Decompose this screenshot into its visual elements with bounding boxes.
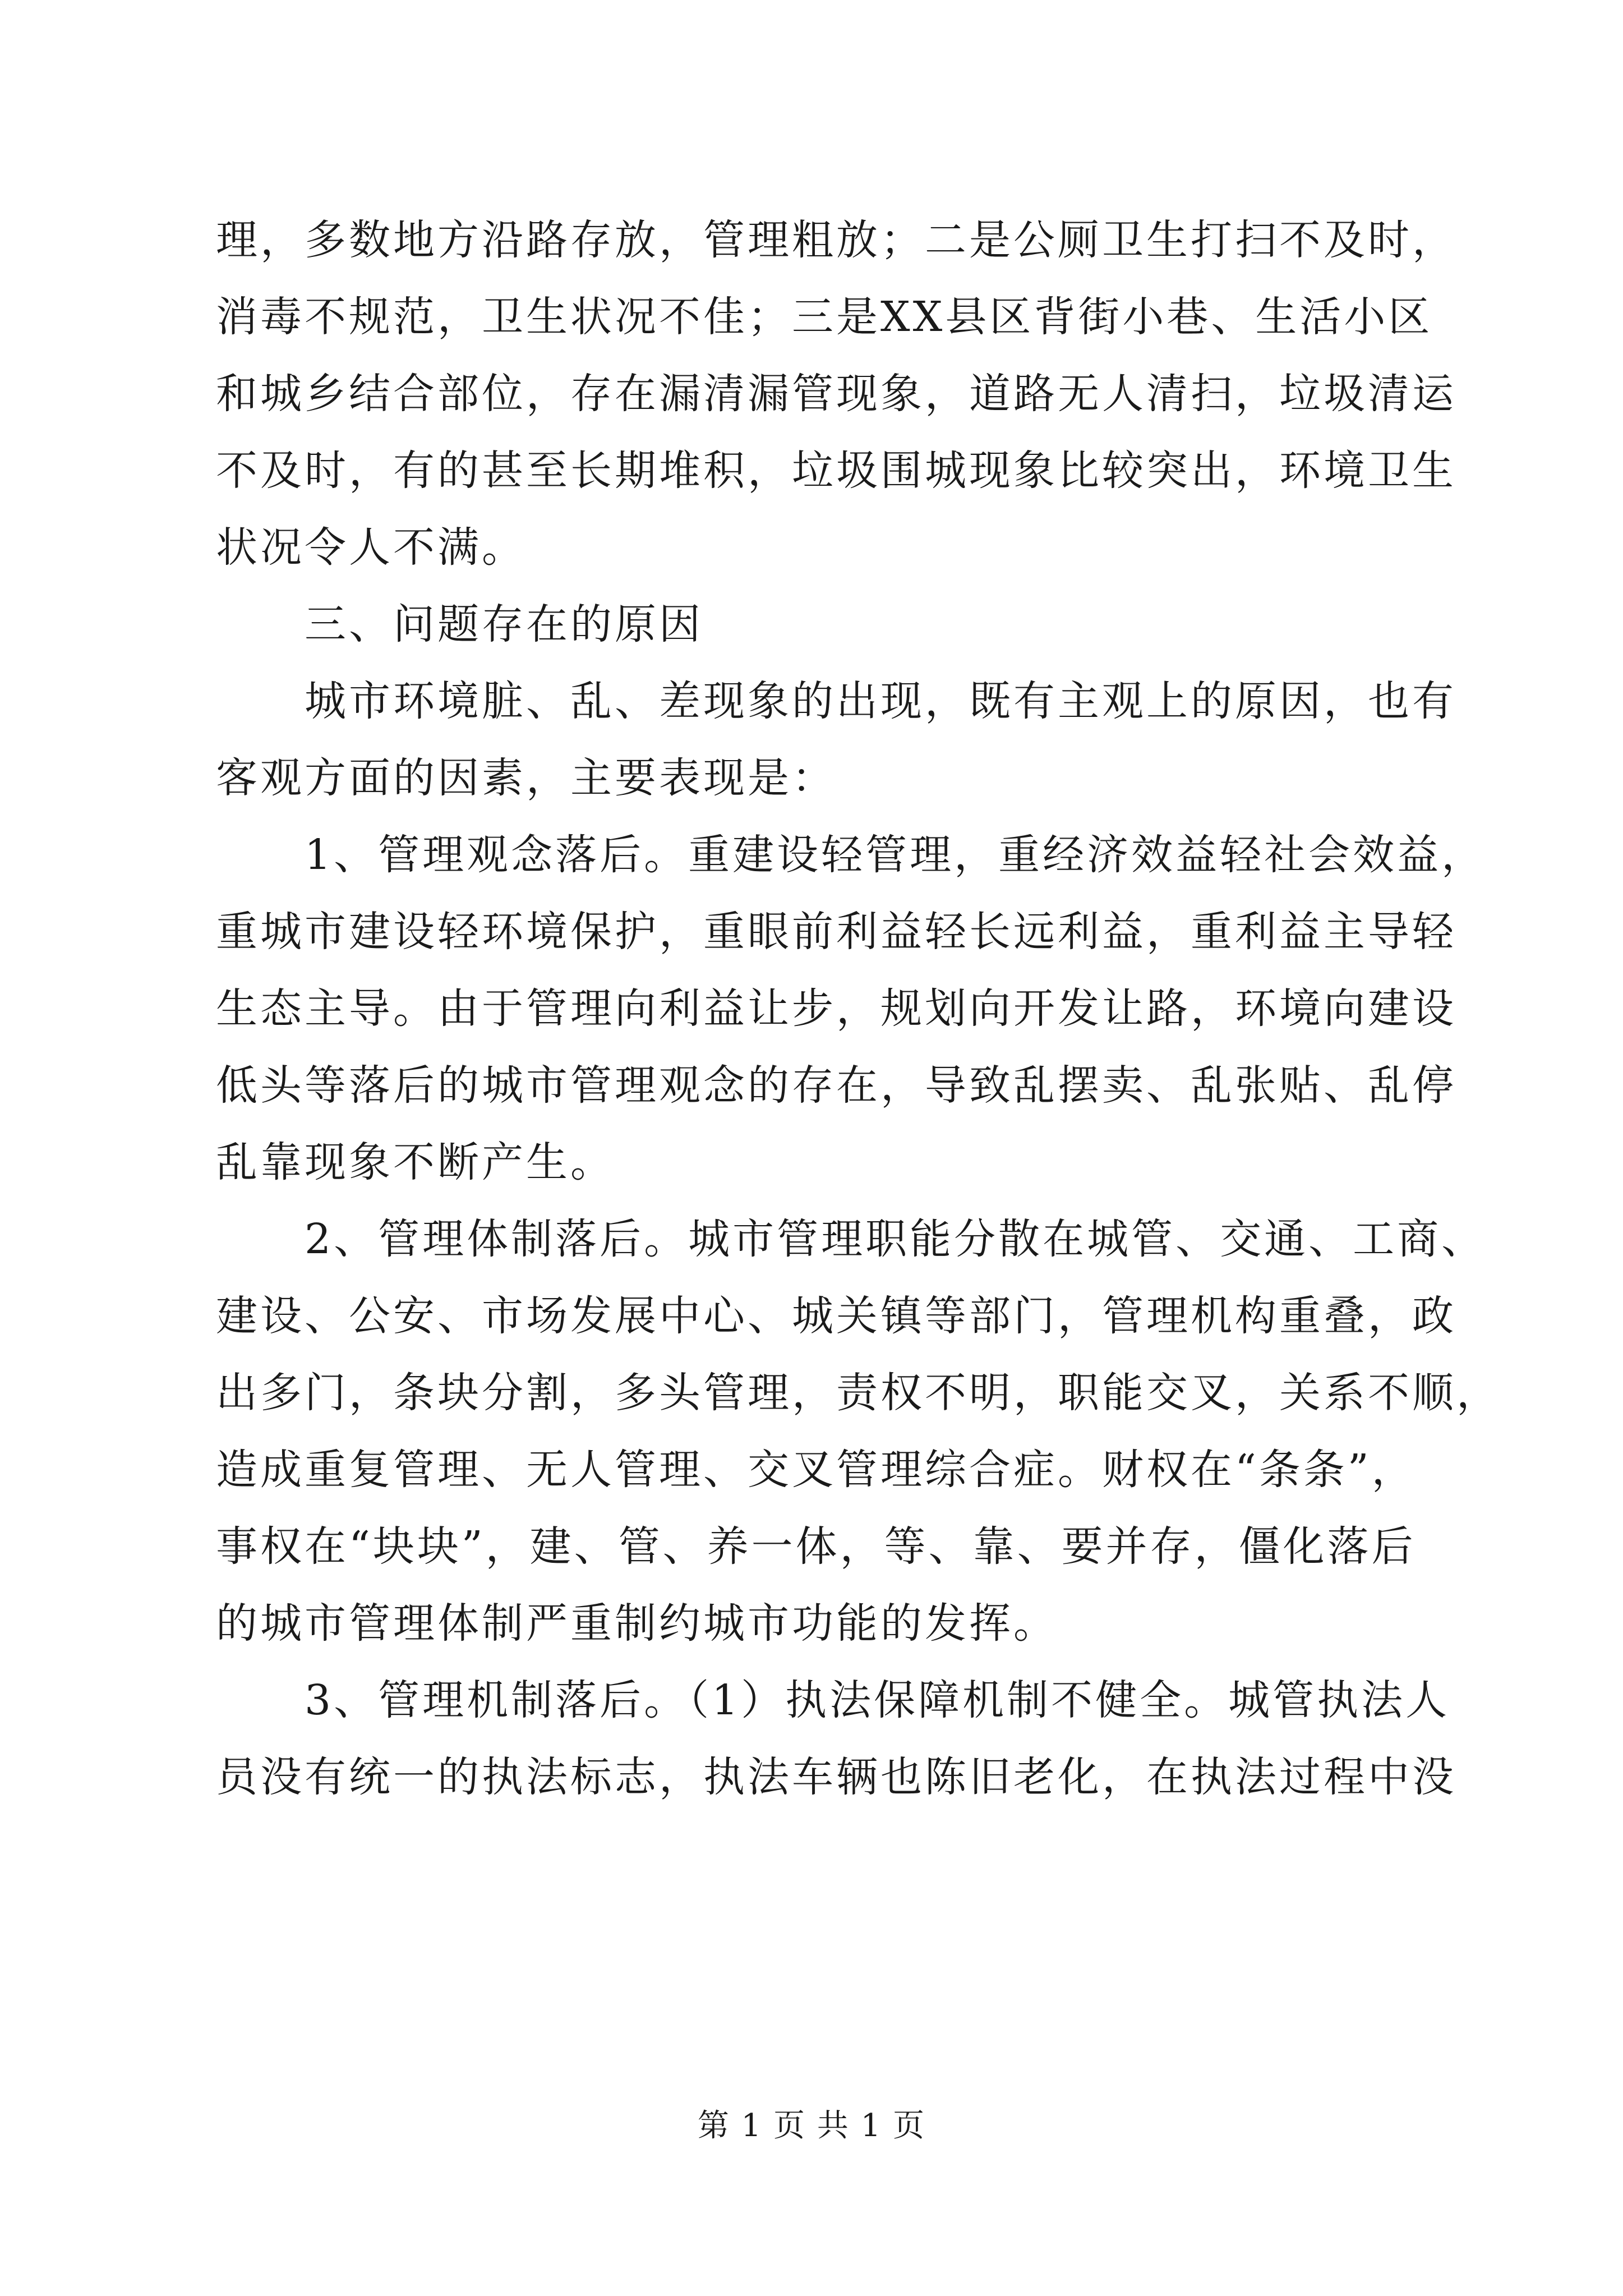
- text-line: 建设、公安、市场发展中心、城关镇等部门，管理机构重叠，政: [216, 1292, 1456, 1340]
- text-line: 事权在“块块”，建、管、养一体，等、靠、要并存，僵化落后: [216, 1522, 1416, 1571]
- text-line: 1、管理观念落后。重建设轻管理，重经济效益轻社会效益，: [305, 831, 1486, 879]
- text-line: 低头等落后的城市管理观念的存在，导致乱摆卖、乱张贴、乱停: [216, 1061, 1456, 1110]
- text-line: 客观方面的因素，主要表现是：: [216, 754, 836, 802]
- document-body: [216, 202, 1501, 1816]
- text-line: 城市环境脏、乱、差现象的出现，既有主观上的原因，也有: [305, 677, 1456, 725]
- text-line: 状况令人不满。: [216, 523, 526, 572]
- page-footer: [0, 2101, 1623, 2146]
- text-line: 2、管理体制落后。城市管理职能分散在城管、交通、工商、: [305, 1215, 1486, 1263]
- text-line: 出多门，条块分割，多头管理，责权不明，职能交叉，关系不顺，: [216, 1369, 1501, 1417]
- text-line: 和城乡结合部位，存在漏清漏管现象，道路无人清扫，垃圾清运: [216, 370, 1456, 418]
- text-line: 不及时，有的甚至长期堆积，垃圾围城现象比较突出，环境卫生: [216, 447, 1456, 495]
- text-line: 造成重复管理、无人管理、交叉管理综合症。财权在“条条”，: [216, 1446, 1416, 1494]
- section-heading: 三、问题存在的原因: [305, 600, 703, 648]
- page-number: 第 1 页 共 1 页: [697, 2108, 926, 2144]
- text-line: 理，多数地方沿路存放，管理粗放；二是公厕卫生打扫不及时，: [216, 216, 1456, 264]
- text-line: 3、管理机制落后。（1）执法保障机制不健全。城管执法人: [305, 1676, 1450, 1724]
- text-line: 消毒不规范，卫生状况不佳；三是XX县区背街小巷、生活小区: [216, 293, 1433, 341]
- text-line: 乱靠现象不断产生。: [216, 1138, 615, 1186]
- text-line: 员没有统一的执法标志，执法车辆也陈旧老化，在执法过程中没: [216, 1753, 1456, 1801]
- text-line: 的城市管理体制严重制约城市功能的发挥。: [216, 1599, 1058, 1648]
- text-line: 生态主导。由于管理向利益让步，规划向开发让路，环境向建设: [216, 984, 1456, 1033]
- text-line: 重城市建设轻环境保护，重眼前利益轻长远利益，重利益主导轻: [216, 908, 1456, 956]
